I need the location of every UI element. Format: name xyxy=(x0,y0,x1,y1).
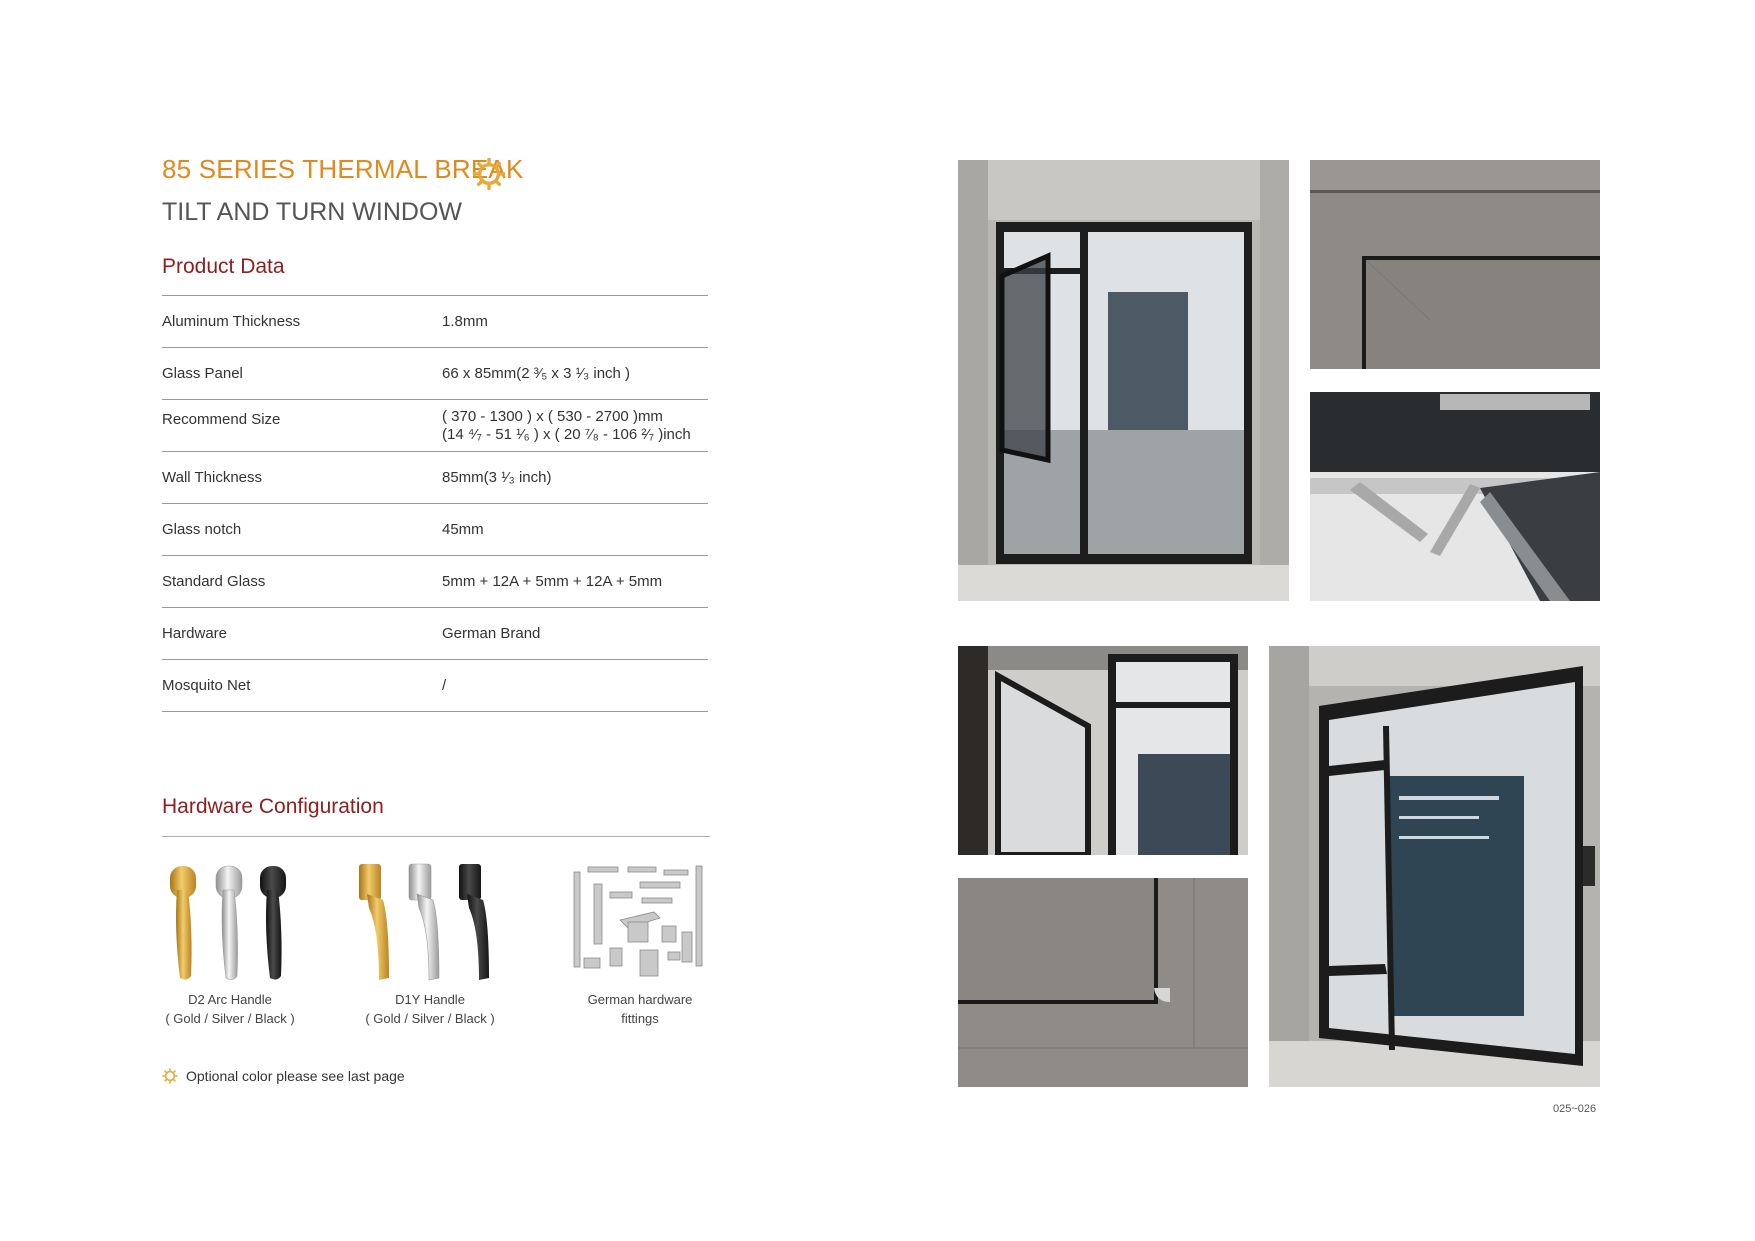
page-number: 025~026 xyxy=(1553,1103,1597,1115)
table-row xyxy=(162,607,708,659)
d1y-handle-icon xyxy=(355,860,505,985)
row-value: 85mm(3 ¹⁄₃ inch) xyxy=(442,469,552,486)
table-row xyxy=(162,347,708,399)
product-subtitle: TILT AND TURN WINDOW xyxy=(162,198,462,226)
table-row xyxy=(162,399,708,451)
product-data-heading: Product Data xyxy=(162,255,285,278)
row-label: Wall Thickness xyxy=(162,469,263,486)
table-row xyxy=(162,451,708,503)
hardware-item-colors: ( Gold / Silver / Black ) xyxy=(365,1011,495,1026)
photo-profile-closeup xyxy=(958,878,1248,1087)
row-value: 1.8mm xyxy=(442,313,488,330)
row-value: 45mm xyxy=(442,521,484,538)
d2-arc-handle-icon xyxy=(160,860,300,985)
table-row xyxy=(162,295,708,347)
hardware-item xyxy=(540,990,740,1028)
hardware-heading: Hardware Configuration xyxy=(162,795,384,818)
hardware-item xyxy=(330,990,530,1028)
footnote-text: Optional color please see last page xyxy=(186,1068,405,1084)
photo-hinge-hardware xyxy=(1310,392,1600,601)
table-row xyxy=(162,659,708,712)
hardware-item-name: D1Y Handle xyxy=(395,992,465,1007)
row-label: Standard Glass xyxy=(162,573,266,590)
hardware-item-name: D2 Arc Handle xyxy=(188,992,272,1007)
row-label: Glass notch xyxy=(162,521,242,538)
sun-gear-icon xyxy=(162,1068,178,1084)
row-value: 66 x 85mm(2 ³⁄₅ x 3 ¹⁄₃ inch ) xyxy=(442,365,631,382)
hardware-fittings-icon xyxy=(568,862,713,982)
table-row xyxy=(162,555,708,607)
row-label: Recommend Size xyxy=(162,411,281,428)
row-label: Glass Panel xyxy=(162,365,243,382)
hardware-item-name: German hardware xyxy=(587,992,693,1007)
hardware-item-colors: fittings xyxy=(621,1011,659,1026)
row-value: German Brand xyxy=(442,625,541,642)
series-title: 85 SERIES THERMAL BREAK xyxy=(162,154,524,184)
sun-gear-icon xyxy=(472,157,506,191)
photo-frame-corner xyxy=(1310,160,1600,369)
hardware-item-colors: ( Gold / Silver / Black ) xyxy=(165,1011,295,1026)
row-label: Hardware xyxy=(162,625,228,642)
footnote xyxy=(162,1068,405,1084)
product-data-table xyxy=(162,295,708,712)
size-mm: ( 370 - 1300 ) x ( 530 - 2700 )mm xyxy=(442,407,663,425)
photo-window-angled xyxy=(1269,646,1600,1087)
row-label: Mosquito Net xyxy=(162,677,251,694)
photo-window-front xyxy=(958,160,1289,601)
hardware-item xyxy=(130,990,330,1028)
divider xyxy=(162,836,710,837)
row-label: Aluminum Thickness xyxy=(162,313,301,330)
table-row xyxy=(162,503,708,555)
row-value: / xyxy=(442,677,447,694)
size-inch: (14 ⁴⁄₇ - 51 ¹⁄₆ ) x ( 20 ⁷⁄₈ - 106 ²⁄₇ )inch xyxy=(442,425,691,443)
row-value xyxy=(442,400,691,451)
row-value: 5mm + 12A + 5mm + 12A + 5mm xyxy=(442,573,663,590)
photo-open-sash xyxy=(958,646,1248,855)
